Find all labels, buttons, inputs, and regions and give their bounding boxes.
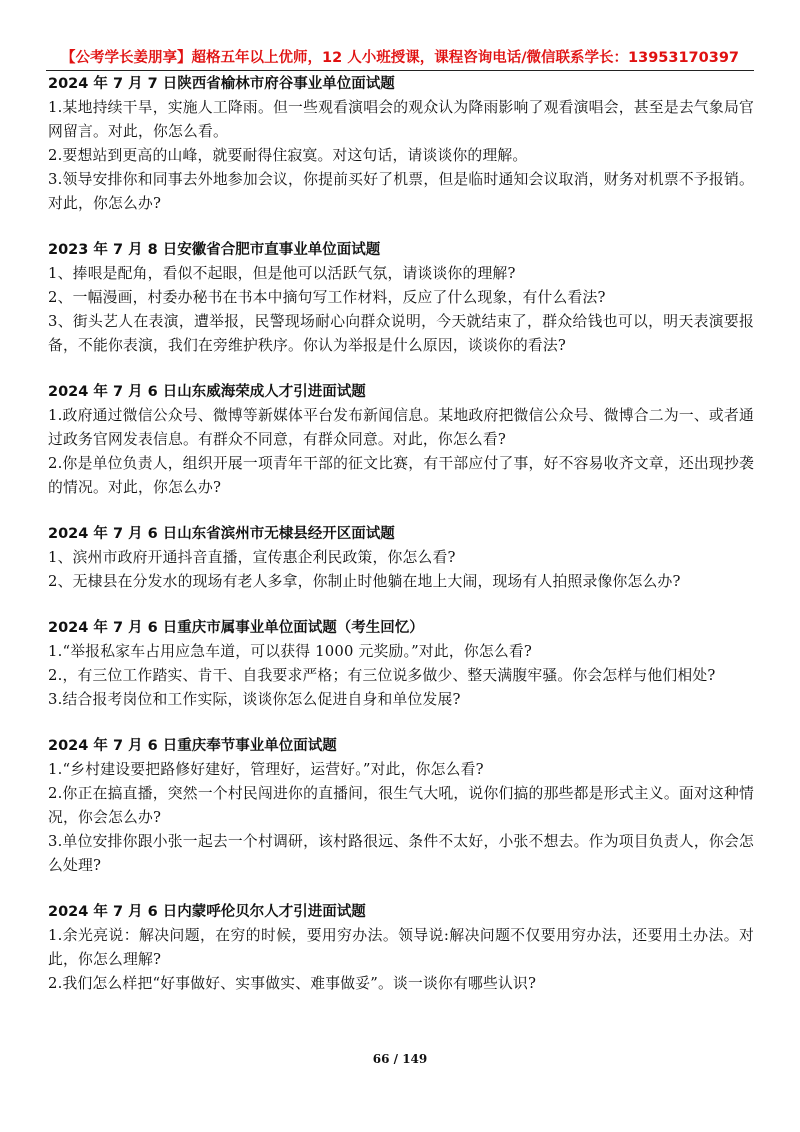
- exam-section: [48, 616, 754, 712]
- page-number: 66 / 149: [372, 1052, 428, 1066]
- question-item: 1、捧哏是配角，看似不起眼，但是他可以活跃气氛，请谈谈你的理解?: [48, 265, 516, 282]
- question-item: 1.政府通过微信公众号、微博等新媒体平台发布新闻信息。某地政府把微信公众号、微博合二为一、或者通过政务官网发表信息。有群众不同意，有群众同意。对此，你怎么看?: [48, 407, 754, 448]
- question-item: 2.要想站到更高的山峰，就要耐得住寂寞。对这句话，请谈谈你的理解。: [48, 147, 528, 164]
- exam-section: [48, 522, 754, 594]
- question-item: 2、无棣县在分发水的现场有老人多拿，你制止时他躺在地上大闹，现场有人拍照录像你怎么办?: [48, 573, 681, 590]
- question-item: 3.单位安排你跟小张一起去一个村调研，该村路很远、条件不太好，小张不想去。作为项目负责人，你会怎么处理?: [48, 833, 754, 874]
- question-item: 2.你是单位负责人，组织开展一项青年干部的征文比赛，有干部应付了事，好不容易收齐文章，还出现抄袭的情况。对此，你怎么办?: [48, 455, 754, 496]
- question-item: 3.结合报考岗位和工作实际，谈谈你怎么促进自身和单位发展?: [48, 691, 461, 708]
- question-item: 3.领导安排你和同事去外地参加会议，你提前买好了机票，但是临时通知会议取消，财务对机票不予报销。对此，你怎么办?: [48, 171, 754, 212]
- question-item: 1.“举报私家车占用应急车道，可以获得 1000 元奖励。”对此，你怎么看?: [48, 643, 532, 660]
- section-title: 2024 年 7 月 7 日陕西省榆林市府谷事业单位面试题: [48, 76, 395, 92]
- section-title: 2024 年 7 月 6 日重庆奉节事业单位面试题: [48, 738, 337, 754]
- exam-section: [48, 900, 754, 996]
- exam-section: [48, 238, 754, 358]
- exam-section: [48, 72, 754, 216]
- section-title: 2024 年 7 月 6 日内蒙呼伦贝尔人才引进面试题: [48, 904, 366, 920]
- exam-section: [48, 380, 754, 500]
- question-item: 1、滨州市政府开通抖音直播，宣传惠企利民政策，你怎么看?: [48, 549, 456, 566]
- question-item: 2、一幅漫画，村委办秘书在书本中摘句写工作材料，反应了什么现象，有什么看法?: [48, 289, 606, 306]
- question-item: 1.“乡村建设要把路修好建好，管理好，运营好。”对此，你怎么看?: [48, 761, 484, 778]
- header-divider: [46, 70, 754, 71]
- question-item: 3、街头艺人在表演，遭举报，民警现场耐心向群众说明，今天就结束了，群众给钱也可以，明天表演要报备，不能你表演，我们在旁维护秩序。你认为举报是什么原因，谈谈你的看法?: [48, 313, 754, 354]
- question-item: 1.余光亮说：解决问题，在穷的时候，要用穷办法。领导说:解决问题不仅要用穷办法，还要用土办法。对此，你怎么理解?: [48, 927, 754, 968]
- exam-section: [48, 734, 754, 878]
- page-header-banner: 【公考学长姜朋享】超格五年以上优师，12 人小班授课，课程咨询电话/微信联系学长：13953170397: [61, 50, 739, 66]
- section-title: 2023 年 7 月 8 日安徽省合肥市直事业单位面试题: [48, 242, 381, 258]
- question-item: 2.，有三位工作踏实、肯干、自我要求严格；有三位说多做少、整天满腹牢骚。你会怎样与他们相处?: [48, 667, 716, 684]
- section-title: 2024 年 7 月 6 日山东威海荣成人才引进面试题: [48, 384, 366, 400]
- question-item: 2.你正在搞直播，突然一个村民闯进你的直播间，很生气大吼，说你们搞的那些都是形式主义。面对这种情况，你会怎么办?: [48, 785, 754, 826]
- document-body: [48, 72, 754, 1018]
- section-title: 2024 年 7 月 6 日重庆市属事业单位面试题（考生回忆）: [48, 620, 424, 636]
- question-item: 1.某地持续干旱，实施人工降雨。但一些观看演唱会的观众认为降雨影响了观看演唱会，甚至是去气象局官网留言。对此，你怎么看。: [48, 99, 754, 140]
- section-title: 2024 年 7 月 6 日山东省滨州市无棣县经开区面试题: [48, 526, 395, 542]
- question-item: 2.我们怎么样把“好事做好、实事做实、难事做妥”。谈一谈你有哪些认识?: [48, 975, 537, 992]
